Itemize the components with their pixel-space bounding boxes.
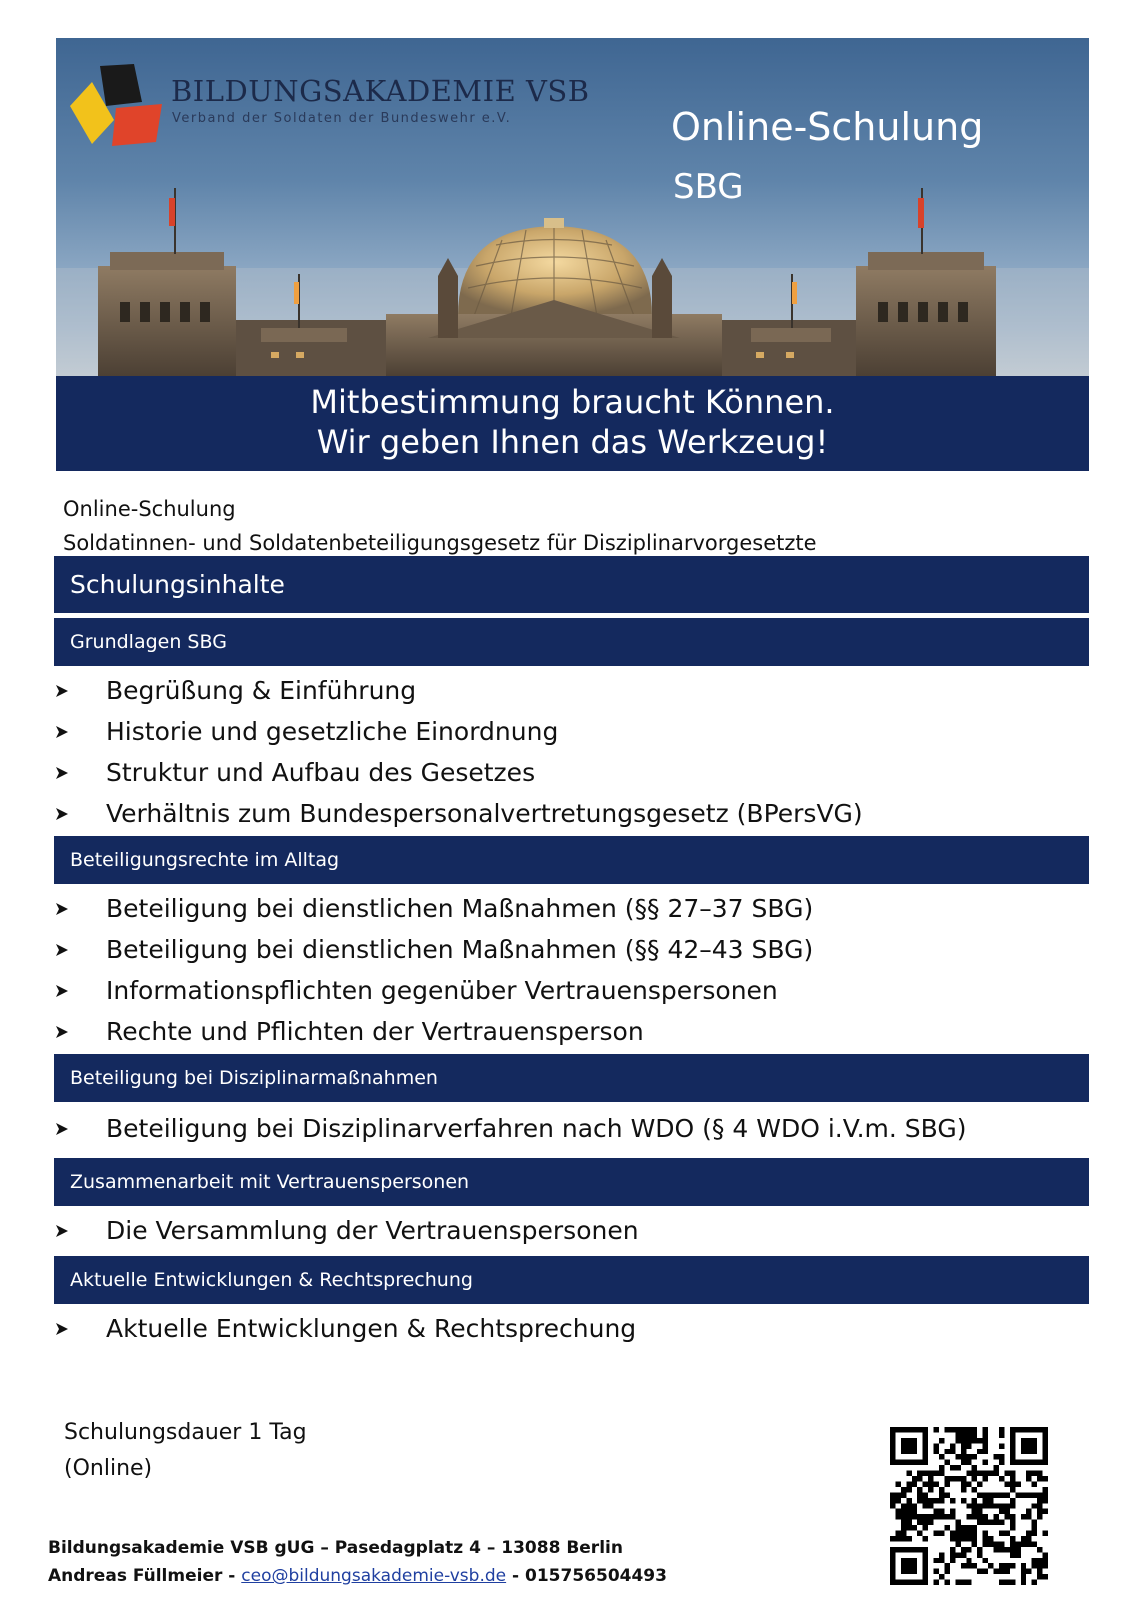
hero-image [56,38,1089,376]
email-link[interactable]: ceo@bildungsakademie-vsb.de [241,1566,507,1586]
arrow-bullet-icon [54,724,70,740]
bildungsakademie-logo [70,62,166,152]
intro-line-1: Online-Schulung [63,497,236,521]
list-item-text: Struktur und Aufbau des Gesetzes [106,758,536,787]
section-heading: Aktuelle Entwicklungen & Rechtsprechung [54,1256,1089,1304]
hero-subtitle: SBG [673,167,744,207]
address-line: Bildungsakademie VSB gUG – Pasedagplatz 4 – 13088 Berlin [48,1538,623,1558]
slogan-line-1: Mitbestimmung braucht Können. [310,383,835,421]
slogan-banner [56,376,1089,471]
arrow-bullet-icon [54,901,70,917]
list-item-text: Historie und gesetzliche Einordnung [106,717,559,746]
list-item-text: Aktuelle Entwicklungen & Rechtsprechung [106,1314,637,1343]
list-item-text: Verhältnis zum Bundespersonalvertretungsgesetz (BPersVG) [106,799,863,828]
duration-line-1: Schulungsdauer 1 Tag [64,1420,307,1445]
arrow-bullet-icon [54,983,70,999]
list-item-text: Beteiligung bei dienstlichen Maßnahmen (§§ 27–37 SBG) [106,894,814,923]
list-item-text: Die Versammlung der Vertrauenspersonen [106,1216,639,1245]
list-item-text: Informationspflichten gegenüber Vertrauenspersonen [106,976,778,1005]
qr-code[interactable] [890,1427,1048,1585]
list-item-text: Begrüßung & Einführung [106,676,417,705]
intro-line-2: Soldatinnen- und Soldatenbeteiligungsgesetz für Disziplinarvorgesetzte [63,531,817,555]
course-intro [63,492,817,560]
logo-book-red [112,104,162,146]
content-heading: Schulungsinhalte [54,556,1089,613]
section-heading: Beteiligung bei Disziplinarmaßnahmen [54,1054,1089,1102]
list-item-text: Rechte und Pflichten der Vertrauensperson [106,1017,644,1046]
section-heading: Grundlagen SBG [54,618,1089,666]
arrow-bullet-icon [54,1223,70,1239]
contact-phone: - 015756504493 [506,1566,667,1586]
contact-name: Andreas Füllmeier - [48,1566,242,1586]
section-heading: Zusammenarbeit mit Vertrauenspersonen [54,1158,1089,1206]
contact-line [48,1562,667,1590]
arrow-bullet-icon [54,1121,70,1137]
slogan-line-2: Wir geben Ihnen das Werkzeug! [316,423,829,461]
list-item-text: Beteiligung bei Disziplinarverfahren nach WDO (§ 4 WDO i.V.m. SBG) [106,1114,967,1143]
arrow-bullet-icon [54,806,70,822]
arrow-bullet-icon [54,1321,70,1337]
arrow-bullet-icon [54,1024,70,1040]
duration-line-2: (Online) [64,1456,153,1481]
section-heading: Beteiligungsrechte im Alltag [54,836,1089,884]
logo-book-black [100,64,142,106]
arrow-bullet-icon [54,683,70,699]
list-item-text: Beteiligung bei dienstlichen Maßnahmen (§§ 42–43 SBG) [106,935,814,964]
logo-title: BILDUNGSAKADEMIE VSB [171,74,590,108]
arrow-bullet-icon [54,942,70,958]
hero-title: Online-Schulung [671,105,984,149]
course-duration [64,1415,307,1487]
arrow-bullet-icon [54,765,70,781]
logo-subtitle: Verband der Soldaten der Bundeswehr e.V. [172,111,512,126]
contact-block [48,1534,667,1590]
